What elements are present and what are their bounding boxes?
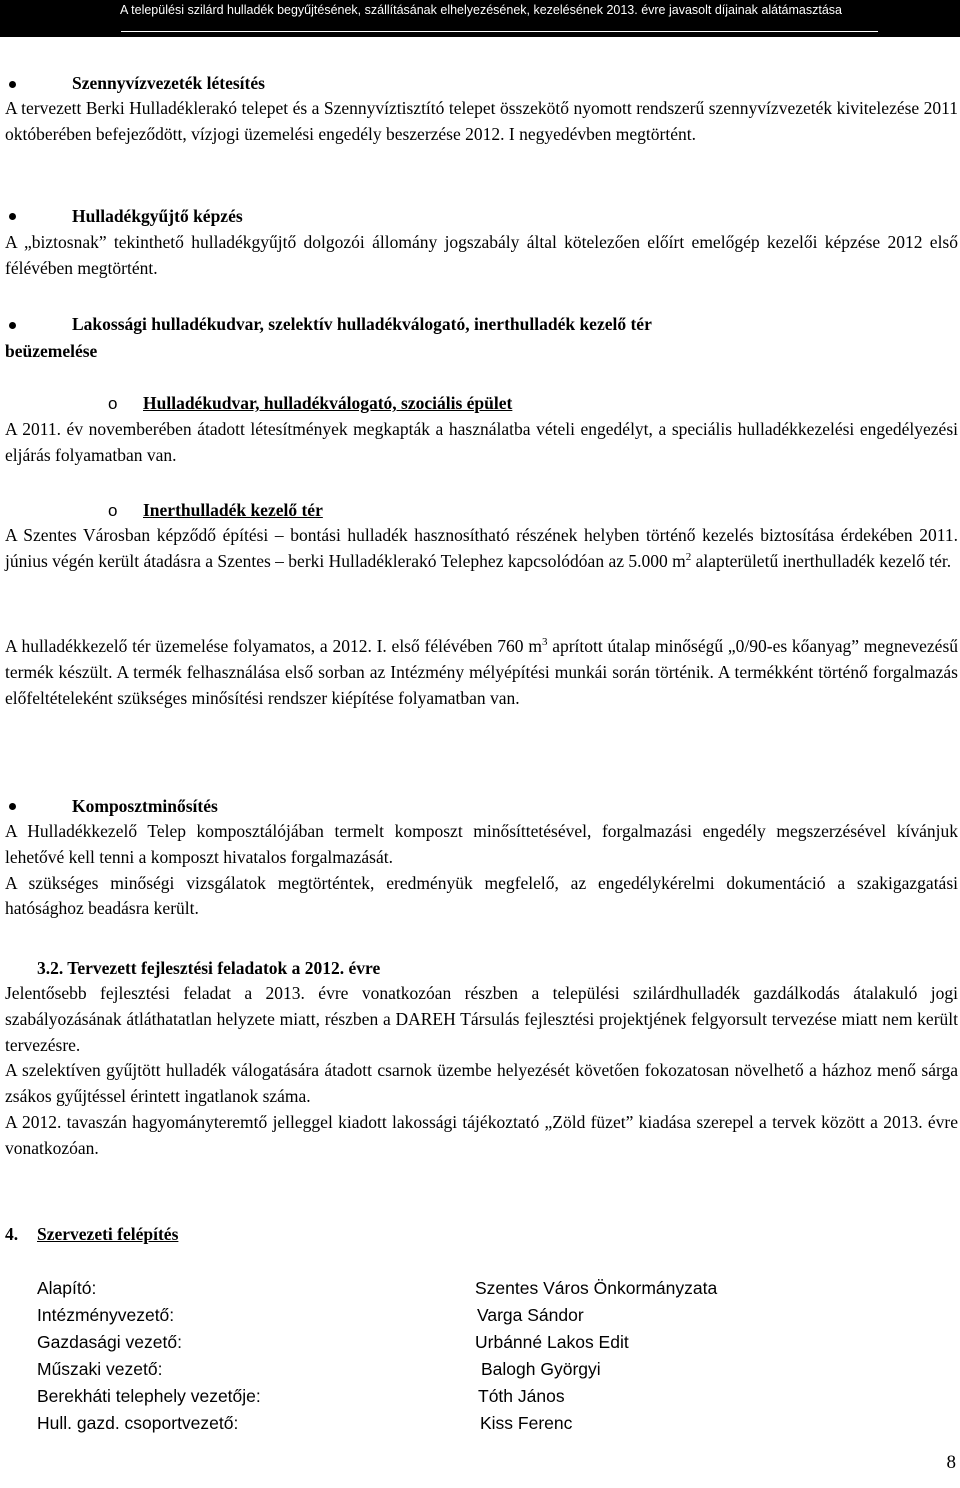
paragraph: A szelektíven gyűjtött hulladék válogatására átadott csarnok üzembe helyezését követően fokozatosan növelhető a házhoz menő sárga zsákos gyűjtéssel érintett ingatlanok száma. xyxy=(5,1060,958,1107)
text-run: A Szentes Városban képződő építési – bontási hulladék hasznosítható részének helyben történő kezelés biztosítása érdekében 2011. június végén került átadásra a Szentes – berki Hulladéklerakó Telephez kapcsolódóan az 5.000 m xyxy=(5,525,958,571)
header-title: A települési szilárd hulladék begyűjtésének, szállításának elhelyezésének, kezelésének 2013. évre javasolt díjainak alátámasztása xyxy=(120,3,842,17)
inert-operation-body xyxy=(5,634,958,711)
section-title-org: Szervezeti felépítés xyxy=(37,1224,179,1244)
bullet-icon xyxy=(9,803,16,810)
section-title-planned: 3.2. Tervezett fejlesztési feladatok a 2012. évre xyxy=(37,958,381,978)
page-number: 8 xyxy=(946,1452,956,1473)
bullet-icon xyxy=(9,213,16,220)
org-value-founder: Szentes Város Önkormányzata xyxy=(475,1278,718,1298)
paragraph xyxy=(5,634,958,711)
section-title-yard: Lakossági hulladékudvar, szelektív hulladékválogató, inerthulladék kezelő tér xyxy=(72,314,652,334)
section-training-body xyxy=(5,230,958,282)
org-label-site: Berekháti telephely vezetője: xyxy=(37,1386,261,1406)
subsection-title-inert: Inerthulladék kezelő tér xyxy=(143,500,323,520)
text-run: aprított útalap minőségű „0/90-es kőanyag” megnevezésű termék készült. A termék felhasználása első sorban az Intézmény mélyépítési munkái során történik. A termékként történő forgalmazás előfeltételeként szükséges minősítési rendszer kiépítése folyamatban van. xyxy=(5,636,959,708)
superscript: 2 xyxy=(685,550,692,563)
org-label-founder: Alapító: xyxy=(37,1278,97,1298)
header-rule xyxy=(121,31,878,32)
org-value-technical: Balogh Györgyi xyxy=(481,1359,601,1379)
paragraph: A Hulladékkezelő Telep komposztálójában termelt komposzt minősíttetésével, forgalmazási engedély megszerzésével kívánjuk lehetővé kell tenni a komposzt hivatalos forgalmazását. xyxy=(5,821,958,867)
text-run: alapterületű inerthulladék kezelő tér. xyxy=(691,550,952,571)
page-header xyxy=(0,0,960,37)
org-value-finance: Urbánné Lakos Edit xyxy=(475,1332,629,1352)
section-title-training: Hulladékgyűjtő képzés xyxy=(72,206,243,226)
subsection-title-yard: Hulladékudvar, hulladékválogató, szociális épület xyxy=(143,393,513,413)
paragraph: A „biztosnak” tekinthető hulladékgyűjtő dolgozói állomány jogszabály által kötelezően előírt emelőgép kezelői képzése 2012 első félévében megtörtént. xyxy=(5,232,958,278)
section-compost-body xyxy=(5,819,958,922)
org-label-director: Intézményvezető: xyxy=(37,1305,175,1325)
org-value-director: Varga Sándor xyxy=(477,1305,584,1325)
org-label-technical: Műszaki vezető: xyxy=(37,1359,163,1379)
section-sewer-body xyxy=(5,96,958,148)
paragraph: A 2012. tavaszán hagyományteremtő jelleggel kiadott lakossági tájékoztató „Zöld füzet” kiadása szerepel a tervek között a 2013. évre vonatkozóan. xyxy=(5,1111,958,1158)
section-title-yard-cont: beüzemelése xyxy=(5,341,98,361)
section-title-compost: Komposztminősítés xyxy=(72,796,218,816)
subsection-yard-body xyxy=(5,417,958,469)
paragraph: A szükséges minőségi vizsgálatok megtörténtek, eredményük megfelelő, az engedélykérelmi dokumentáció a szakigazgatási hatósághoz beadásra került. xyxy=(5,872,958,919)
bullet-icon xyxy=(9,81,16,88)
paragraph xyxy=(5,523,958,575)
paragraph: Jelentősebb fejlesztési feladat a 2013. évre vonatkozóan részben a települési szilárdhulladék gazdálkodás átalakuló jogi szabályozásának átláthatatlan helyzete miatt, részben a DAREH Társulás fejlesztési projektjének felgyorsult tervezése miatt nem került tervezésre. xyxy=(5,983,958,1055)
circle-bullet-icon: o xyxy=(108,501,118,520)
text-run: A hulladékkezelő tér üzemelése folyamatos, a 2012. I. első félévében 760 m xyxy=(5,636,542,656)
section-title-sewer: Szennyvízvezeték létesítés xyxy=(72,73,265,93)
circle-bullet-icon: o xyxy=(108,394,118,413)
section-planned-body xyxy=(5,981,958,1162)
org-value-site: Tóth János xyxy=(478,1386,565,1406)
superscript: 3 xyxy=(541,636,548,648)
subsection-inert-body xyxy=(5,523,958,575)
org-label-group: Hull. gazd. csoportvezető: xyxy=(37,1413,239,1433)
org-value-group: Kiss Ferenc xyxy=(480,1413,573,1433)
paragraph: A 2011. év novemberében átadott létesítmények megkapták a használatba vételi engedélyt, a speciális hulladékkezelési engedélyezési eljárás folyamatban van. xyxy=(5,419,958,465)
section-number-org: 4. xyxy=(5,1224,19,1244)
bullet-icon xyxy=(9,322,16,329)
org-label-finance: Gazdasági vezető: xyxy=(37,1332,182,1352)
paragraph: A tervezett Berki Hulladéklerakó telepet és a Szennyvíztisztító telepet összekötő nyomott rendszerű szennyvízvezeték kivitelezése 2011 októberében befejeződött, vízjogi üzemelési engedély beszerzése 2012. I negyedévben megtörtént. xyxy=(5,98,958,144)
